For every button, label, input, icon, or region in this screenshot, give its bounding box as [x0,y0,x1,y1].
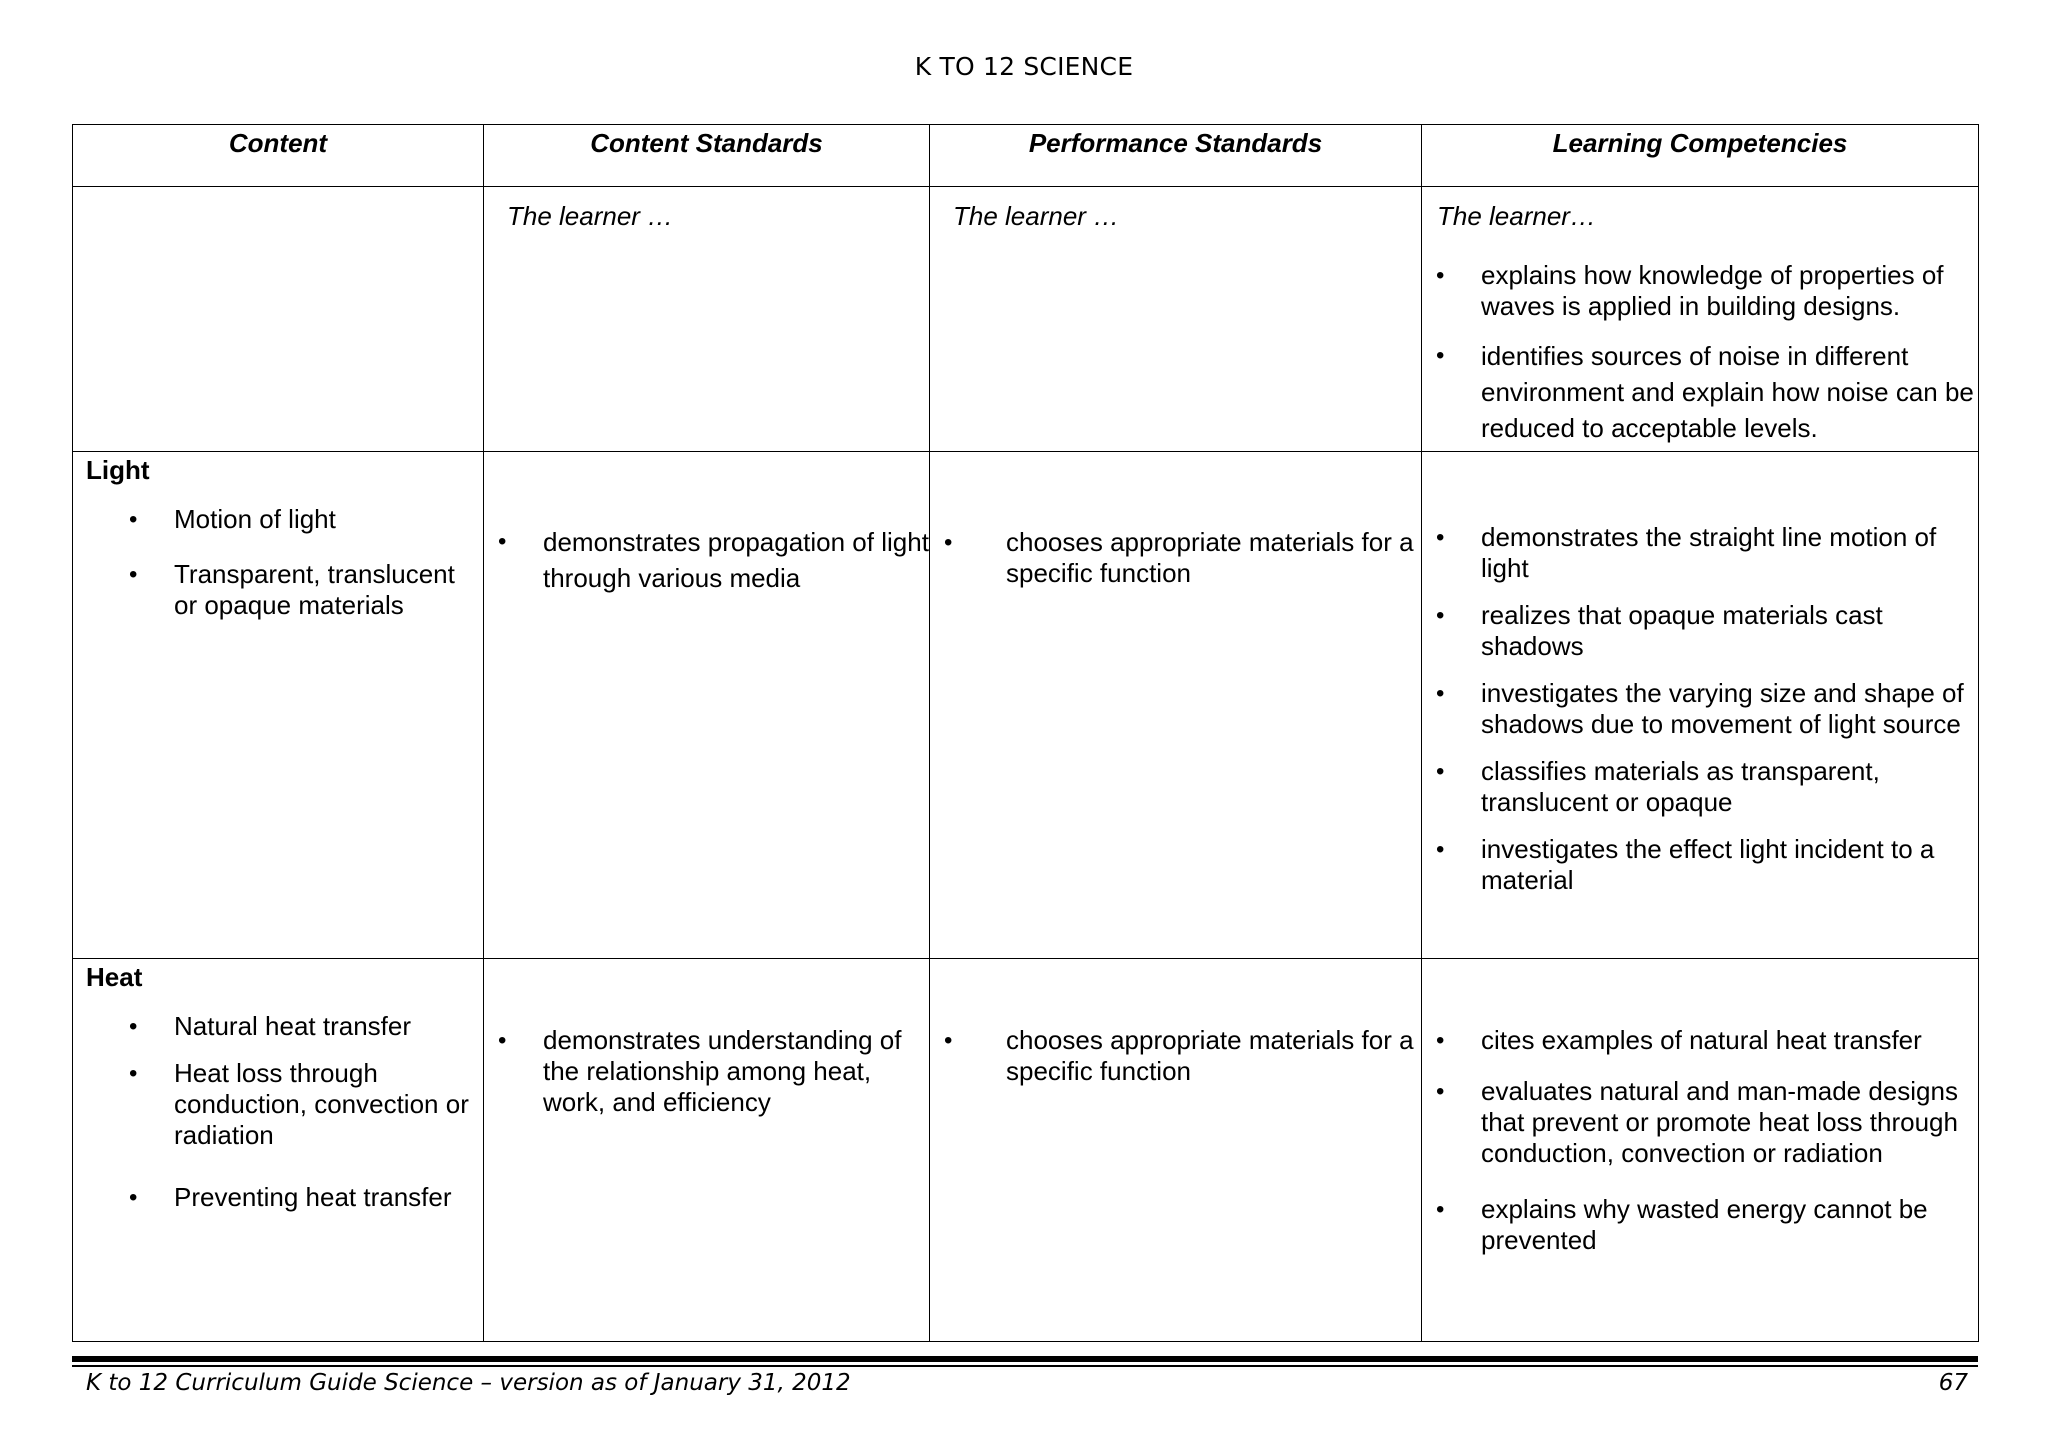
content-standards-cell [484,959,930,1342]
column-header-learning-competencies: Learning Competencies [1422,125,1979,187]
performance-standards-cell [930,452,1422,959]
list-item: • Preventing heat transfer [73,1182,483,1213]
page-number: 67 [1938,1370,1968,1396]
list-item: • identifies sources of noise in different environment and explain how noise can be reduced to acceptable levels. [1422,338,1978,446]
list-item: • demonstrates the straight line motion of light [1422,522,1978,584]
learner-intro: The learner … [953,201,1120,231]
list-item: • explains why wasted energy cannot be prevented [1422,1194,1978,1256]
list-item: • chooses appropriate materials for a specific function [930,527,1421,589]
list-item: • demonstrates understanding of the relationship among heat, work, and efficiency [484,1025,929,1118]
learning-competencies-cell [1422,452,1979,959]
performance-standards-cell [930,187,1422,452]
topic-title: Light [86,455,150,485]
table-row [73,959,1979,1342]
learner-intro: The learner … [507,201,674,231]
footer-rule-thick [72,1356,1978,1362]
content-cell [73,187,484,452]
performance-standards-cell [930,959,1422,1342]
learning-competencies-cell [1422,187,1979,452]
page-header: K TO 12 SCIENCE [914,52,1134,81]
list-item: • Motion of light [73,504,483,535]
list-item: • Transparent, translucent or opaque materials [73,559,483,621]
list-item: • evaluates natural and man-made designs that prevent or promote heat loss through conduction, convection or radiation [1422,1076,1978,1169]
content-cell [73,452,484,959]
list-item: • chooses appropriate materials for a specific function [930,1025,1421,1087]
list-item: • demonstrates propagation of light through various media [484,524,929,596]
topic-title: Heat [86,962,143,992]
learning-competencies-cell [1422,959,1979,1342]
column-header-content-standards: Content Standards [484,125,930,187]
list-item: • investigates the effect light incident to a material [1422,834,1978,896]
table-row [73,452,1979,959]
content-standards-cell [484,187,930,452]
list-item: • explains how knowledge of properties of waves is applied in building designs. [1422,260,1978,322]
learner-intro: The learner… [1437,201,1596,231]
curriculum-table [72,124,1979,1342]
content-standards-cell [484,452,930,959]
list-item: • cites examples of natural heat transfer [1422,1025,1978,1056]
list-item: • investigates the varying size and shape of shadows due to movement of light source [1422,678,1978,740]
footer-rule-thin [72,1365,1978,1367]
footer-text: K to 12 Curriculum Guide Science – version as of January 31, 2012 [86,1370,851,1396]
list-item: • Heat loss through conduction, convection or radiation [73,1058,483,1151]
table-header-row [73,125,1979,187]
list-item: • classifies materials as transparent, translucent or opaque [1422,756,1978,818]
list-item: • Natural heat transfer [73,1011,483,1042]
column-header-content: Content [73,125,484,187]
table-row [73,187,1979,452]
list-item: • realizes that opaque materials cast shadows [1422,600,1978,662]
content-cell [73,959,484,1342]
column-header-performance-standards: Performance Standards [930,125,1422,187]
